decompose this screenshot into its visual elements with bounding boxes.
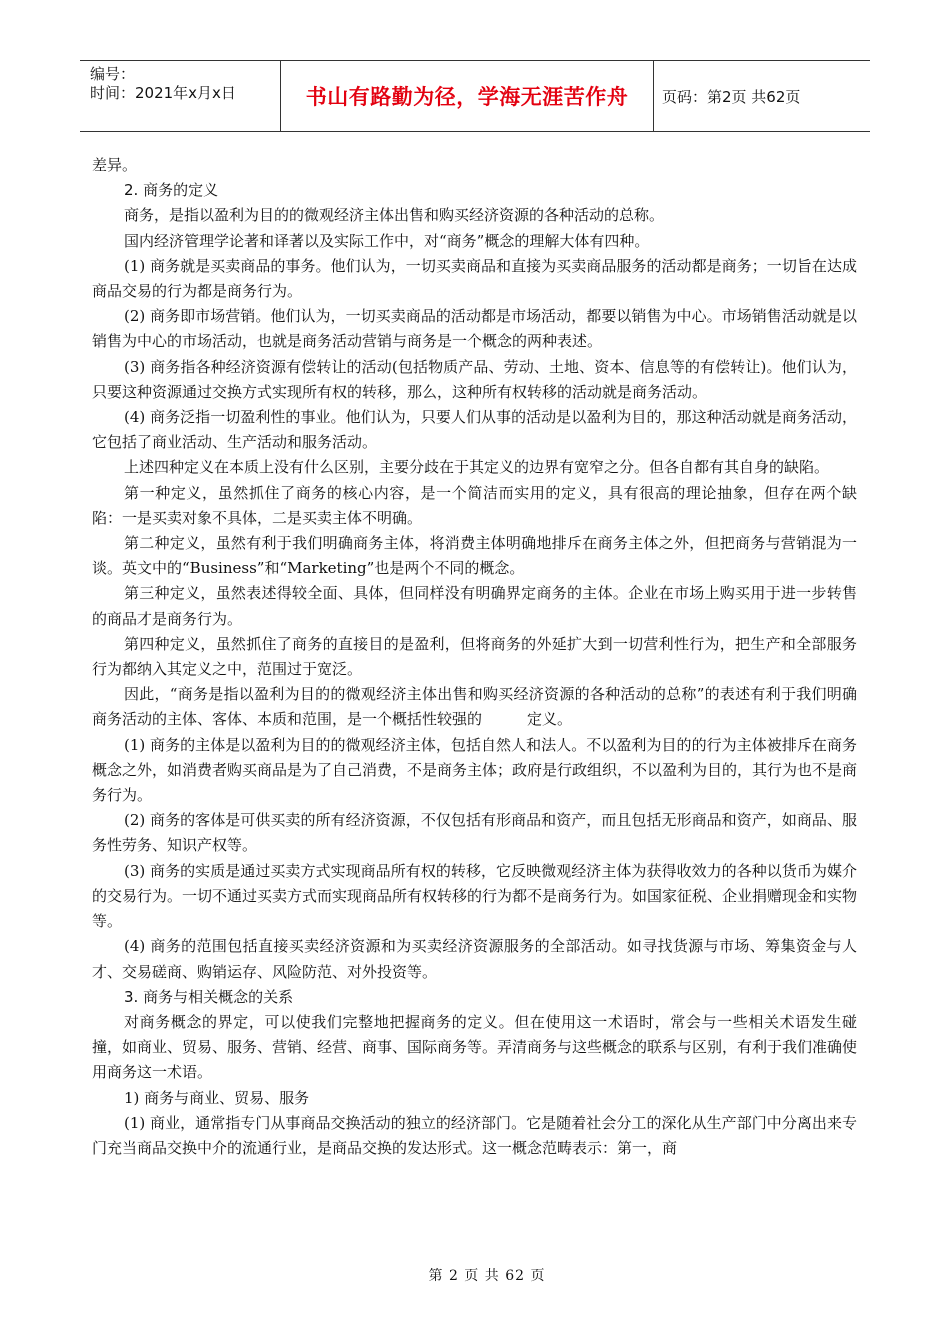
document-body [92, 153, 857, 1161]
header-date: 时间：2021年x月x日 [90, 84, 236, 102]
paragraph: 上述四种定义在本质上没有什么区别，主要分歧在于其定义的边界有宽窄之分。但各自都有其自身的缺陷。 [124, 458, 830, 477]
list-item: (2) 商务的客体是可供买卖的所有经济资源，不仅包括有形商品和资产，而且包括无形商品和资产，如商品、服务性劳务、知识产权等。 [92, 811, 857, 855]
paragraph: 第一种定义，虽然抓住了商务的核心内容，是一个简洁而实用的定义，具有很高的理论抽象，但存在两个缺陷：一是买卖对象不具体，二是买卖主体不明确。 [92, 483, 857, 527]
list-item: (3) 商务的实质是通过买卖方式实现商品所有权的转移，它反映微观经济主体为获得收效力的各种以货币为媒介的交易行为。一切不通过买卖方式而实现商品所有权转移的行为都不是商务行为。如国家征税、企业捐赠现金和实物等。 [92, 861, 858, 931]
list-item: (1) 商务的主体是以盈利为目的的微观经济主体，包括自然人和法人。不以盈利为目的的行为主体被排斥在商务概念之外，如消费者购买商品是为了自己消费，不是商务主体；政府是行政组织，不以盈利为目的，其行为也不是商务行为。 [92, 735, 858, 805]
paragraph: 商务，是指以盈利为目的的微观经济主体出售和购买经济资源的各种活动的总称。 [124, 206, 665, 225]
header-meta [80, 61, 280, 131]
list-item: (1) 商业，通常指专门从事商品交换活动的独立的经济部门。它是随着社会分工的深化从生产部门中分离出来专门充当商品交换中介的流通行业，是商品交换的发达形式。这一概念范畴表示：第一，商 [92, 1113, 857, 1157]
paragraph: 差异。 [92, 156, 138, 174]
list-item: (3) 商务指各种经济资源有偿转让的活动(包括物质产品、劳动、土地、资本、信息等的有偿转让)。他们认为，只要这种资源通过交换方式实现所有权的转移，那么，这种所有权转移的活动就是商务活动。 [92, 357, 857, 401]
paragraph: 第四种定义，虽然抓住了商务的直接目的是盈利，但将商务的外延扩大到一切营利性行为，把生产和全部服务行为都纳入其定义之中，范围过于宽泛。 [92, 634, 857, 679]
subsection-heading: 1) 商务与商业、贸易、服务 [124, 1088, 310, 1107]
paragraph: 对商务概念的界定，可以使我们完整地把握商务的定义。但在使用这一术语时，常会与一些相关术语发生碰撞，如商业、贸易、服务、营销、经营、商事、国际商务等。弄清商务与这些概念的联系与区别，有利于我们准确使用商务这一术语。 [92, 1012, 858, 1082]
paragraph: 因此，“商务是指以盈利为目的的微观经济主体出售和购买经济资源的各种活动的总称”的表述有利于我们明确商务活动的主体、客体、本质和范围，是一个概括性较强的 定义。 [92, 685, 857, 729]
page-footer: 第 2 页 共 62 页 [428, 1268, 546, 1284]
header-motto: 书山有路勤为径，学海无涯苦作舟 [280, 61, 654, 131]
list-item: (4) 商务泛指一切盈利性的事业。他们认为，只要人们从事的活动是以盈利为目的，那这种活动就是商务活动，它包括了商业活动、生产活动和服务活动。 [92, 408, 857, 452]
section-heading: 3. 商务与相关概念的关系 [124, 987, 294, 1006]
list-item: (2) 商务即市场营销。他们认为，一切买卖商品的活动都是市场活动，都要以销售为中心。市场销售活动就是以销售为中心的市场活动，也就是商务活动营销与商务是一个概念的两种表述。 [92, 307, 857, 351]
header-page-number: 页码：第2页 共62页 [662, 87, 801, 106]
page-header [80, 60, 870, 132]
section-heading: 2. 商务的定义 [124, 181, 219, 200]
list-item: (4) 商务的范围包括直接买卖经济资源和为买卖经济资源服务的全部活动。如寻找货源与市场、筹集资金与人才、交易磋商、购销运存、风险防范、对外投资等。 [92, 937, 857, 981]
paragraph: 第二种定义，虽然有利于我们明确商务主体，将消费主体明确地排斥在商务主体之外，但把商务与营销混为一谈。英文中的“Business”和“Marketing”也是两个不同的概念。 [92, 534, 857, 578]
header-number: 编号： [90, 65, 136, 83]
paragraph: 国内经济管理学论著和译著以及实际工作中，对“商务”概念的理解大体有四种。 [124, 231, 650, 250]
paragraph: 第三种定义，虽然表述得较全面、具体，但同样没有明确界定商务的主体。企业在市场上购买用于进一步转售的商品才是商务行为。 [92, 584, 857, 628]
list-item: (1) 商务就是买卖商品的事务。他们认为，一切买卖商品和直接为买卖商品服务的活动都是商务；一切旨在达成商品交易的行为都是商务行为。 [92, 256, 857, 301]
